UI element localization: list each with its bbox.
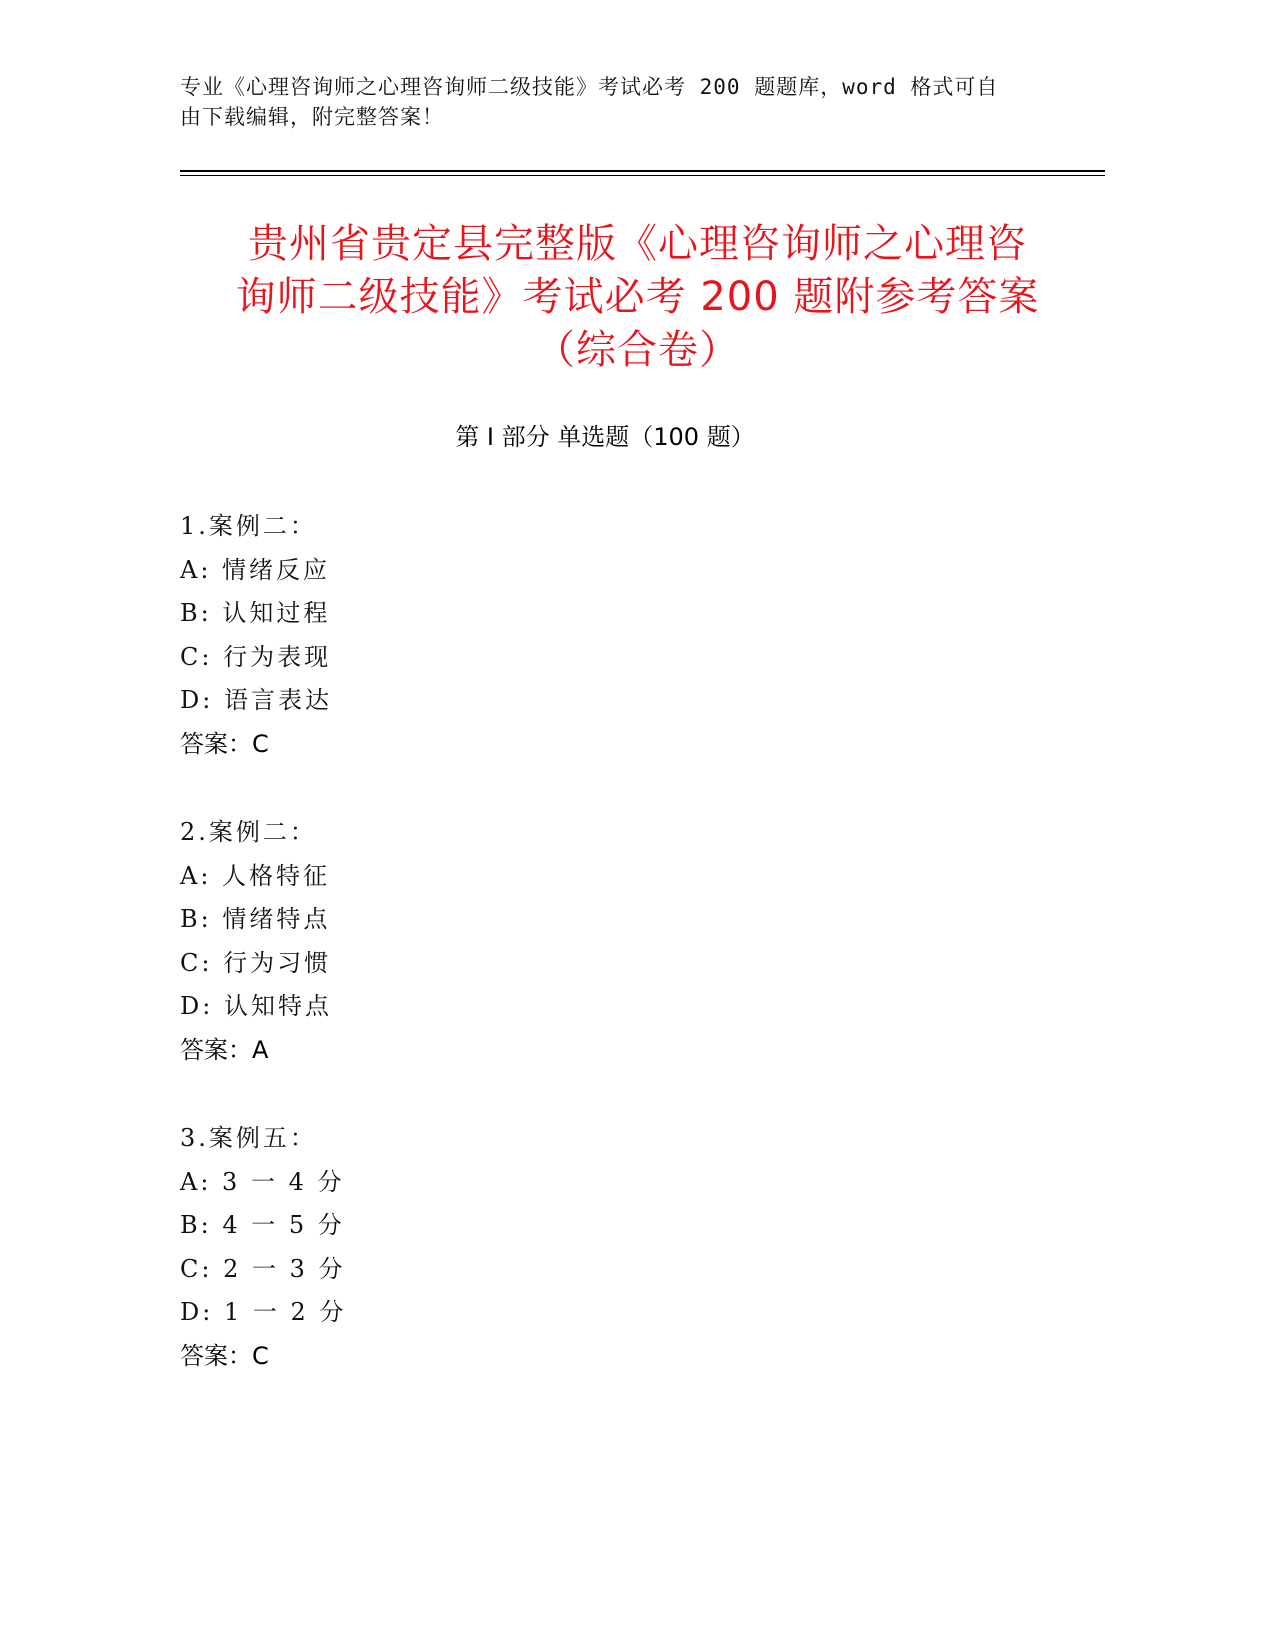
answer: 答案：C xyxy=(180,1341,269,1370)
title-line-1: 贵州省贵定县完整版《心理咨询师之心理咨 xyxy=(248,221,1027,267)
header-note-line-2: 由下载编辑，附完整答案！ xyxy=(180,105,444,129)
document-title xyxy=(130,218,1145,377)
answer: 答案：A xyxy=(180,1035,269,1064)
option-a: A: 3 一 4 分 xyxy=(180,1167,345,1196)
option-b: B: 情绪特点 xyxy=(180,905,331,933)
answer: 答案：C xyxy=(180,729,269,758)
question-1 xyxy=(180,505,1080,766)
question-stem: 3.案例五： xyxy=(180,1124,317,1152)
section-heading: 第 I 部分 单选题（100 题） xyxy=(455,423,755,451)
option-c: C: 行为习惯 xyxy=(180,948,332,977)
question-stem: 1.案例二： xyxy=(180,512,317,540)
option-d: D: 认知特点 xyxy=(180,992,332,1020)
header-note xyxy=(180,72,1050,132)
option-d: D: 1 一 2 分 xyxy=(180,1298,347,1326)
option-b: B: 认知过程 xyxy=(180,599,331,627)
header-note-line-1: 专业《心理咨询师之心理咨询师二级技能》考试必考 200 题题库，word 格式可自 xyxy=(180,75,999,99)
title-line-2: 询师二级技能》考试必考 200 题附参考答案 xyxy=(235,274,1040,320)
question-3 xyxy=(180,1117,1080,1378)
title-line-3: （综合卷） xyxy=(535,327,740,373)
question-stem: 2.案例二： xyxy=(180,818,317,846)
option-c: C: 2 一 3 分 xyxy=(180,1254,346,1283)
question-2 xyxy=(180,811,1080,1072)
question-list xyxy=(180,505,1080,1423)
option-a: A: 人格特征 xyxy=(180,861,331,890)
option-c: C: 行为表现 xyxy=(180,642,332,671)
header-rule-thick xyxy=(180,170,1105,172)
option-d: D: 语言表达 xyxy=(180,686,332,714)
header-rule-thin xyxy=(180,175,1105,176)
option-b: B: 4 一 5 分 xyxy=(180,1211,345,1239)
option-a: A: 情绪反应 xyxy=(180,555,331,584)
